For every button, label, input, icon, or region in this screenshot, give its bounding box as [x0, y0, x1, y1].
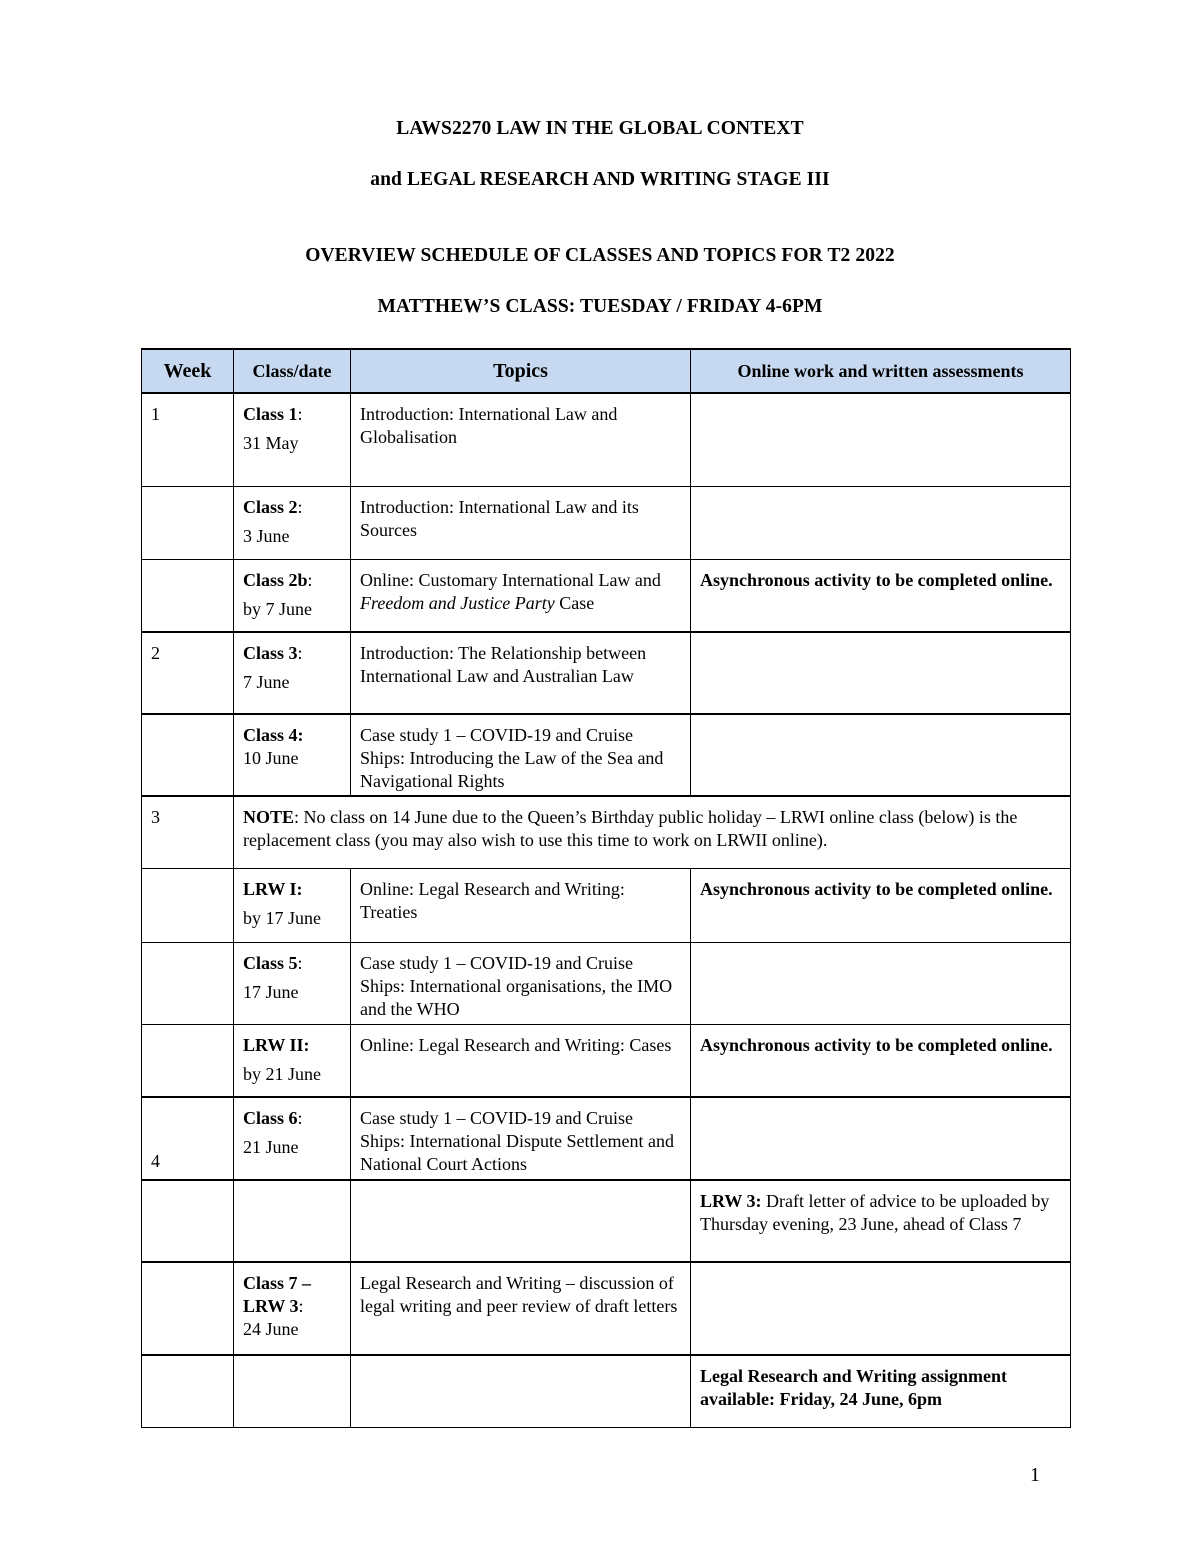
- topic-cell: Case study 1 – COVID-19 and Cruise Ships: International organisations, the IMO and the WHO: [351, 942, 691, 1024]
- class-label: LRW II:: [243, 1034, 310, 1055]
- case-name: Freedom and Justice Party: [360, 592, 555, 613]
- column-header-online-work: Online work and written assessments: [691, 349, 1071, 393]
- class-date-cell: [234, 393, 351, 486]
- topic-cell: [351, 559, 691, 632]
- table-header-row: [142, 349, 1071, 393]
- class-suffix: :: [297, 952, 303, 973]
- week-cell: [142, 868, 234, 942]
- note-text: : No class on 14 June due to the Queen’s Birthday public holiday – LRWI online class (below) is the replacement class (you may also wish to use this time to work on LRWII online).: [243, 807, 1018, 850]
- class-date-cell: [234, 559, 351, 632]
- topic-cell: Legal Research and Writing – discussion of legal writing and peer review of draft letters: [351, 1262, 691, 1355]
- topic-text-end: Case: [554, 592, 595, 613]
- assessment-text: Draft letter of advice to be uploaded by Thursday evening, 23 June, ahead of Class 7: [700, 1191, 1050, 1234]
- class-date-cell: [234, 942, 351, 1024]
- class-date: 7 June: [243, 672, 290, 692]
- column-header-class-date: Class/date: [234, 349, 351, 393]
- class-label: Class 4:: [243, 725, 304, 745]
- table-row: [142, 1097, 1071, 1180]
- class-label: Class 1: [243, 404, 298, 424]
- class-label: Class 2b: [243, 569, 308, 590]
- online-cell: [691, 1097, 1071, 1180]
- class-label: Class 7 – LRW 3: [243, 1273, 312, 1316]
- table-row: [142, 868, 1071, 942]
- table-row-note: [142, 796, 1071, 868]
- topic-cell: Introduction: International Law and its Sources: [351, 486, 691, 559]
- table-row: [142, 393, 1071, 486]
- online-cell: [691, 1180, 1071, 1262]
- class-suffix: :: [297, 1108, 303, 1128]
- online-cell: [691, 393, 1071, 486]
- online-cell: [691, 1262, 1071, 1355]
- online-cell: Legal Research and Writing assignment available: Friday, 24 June, 6pm: [691, 1355, 1071, 1427]
- class-date: by 21 June: [243, 1063, 321, 1084]
- week-cell: 2: [142, 632, 234, 714]
- schedule-table: [141, 348, 1071, 1428]
- class-date: 31 May: [243, 433, 299, 453]
- class-label: Class 3: [243, 643, 298, 663]
- class-date-cell: [234, 632, 351, 714]
- class-time-title: MATTHEW’S CLASS: TUESDAY / FRIDAY 4-6PM: [377, 296, 823, 317]
- class-suffix: :: [297, 496, 303, 517]
- topic-cell: Case study 1 – COVID-19 and Cruise Ships: International Dispute Settlement and National Court Actions: [351, 1097, 691, 1180]
- table-row: [142, 559, 1071, 632]
- class-date: 21 June: [243, 1137, 299, 1157]
- class-date-cell: [234, 1355, 351, 1427]
- class-suffix: :: [297, 404, 303, 424]
- table-row: [142, 1262, 1071, 1355]
- topic-cell: Online: Legal Research and Writing: Treaties: [351, 868, 691, 942]
- class-date: 17 June: [243, 981, 299, 1002]
- topic-cell: [351, 1355, 691, 1427]
- column-header-week: Week: [142, 349, 234, 393]
- topic-cell: Introduction: International Law and Globalisation: [351, 393, 691, 486]
- online-cell: [691, 714, 1071, 796]
- note-cell: [234, 796, 1071, 868]
- class-date: by 17 June: [243, 907, 321, 928]
- topic-text: Online: Customary International Law and: [360, 569, 661, 590]
- class-date-cell: [234, 486, 351, 559]
- column-header-topics: Topics: [351, 349, 691, 393]
- week-cell: [142, 1180, 234, 1262]
- class-date: 24 June: [243, 1319, 299, 1339]
- page-number: 1: [1030, 1464, 1040, 1486]
- week-cell: [142, 714, 234, 796]
- class-date-cell: [234, 1180, 351, 1262]
- table-row: [142, 942, 1071, 1024]
- class-date-cell: [234, 714, 351, 796]
- schedule-title: OVERVIEW SCHEDULE OF CLASSES AND TOPICS FOR T2 2022: [305, 245, 895, 266]
- class-suffix: :: [297, 643, 303, 663]
- topic-cell: Online: Legal Research and Writing: Cases: [351, 1024, 691, 1097]
- table-row: [142, 1180, 1071, 1262]
- class-label: Class 5: [243, 952, 298, 973]
- class-date: 10 June: [243, 748, 299, 768]
- course-subtitle: and LEGAL RESEARCH AND WRITING STAGE III: [370, 169, 830, 190]
- class-date: by 7 June: [243, 598, 312, 619]
- online-cell: Asynchronous activity to be completed online.: [691, 868, 1071, 942]
- topic-cell: Case study 1 – COVID-19 and Cruise Ships: Introducing the Law of the Sea and Navigational Rights: [351, 714, 691, 796]
- table-row: [142, 714, 1071, 796]
- week-cell: 4: [142, 1097, 234, 1180]
- week-cell: [142, 942, 234, 1024]
- class-suffix: :: [298, 1296, 304, 1316]
- week-cell: 1: [142, 393, 234, 486]
- topic-cell: Introduction: The Relationship between International Law and Australian Law: [351, 632, 691, 714]
- online-cell: [691, 632, 1071, 714]
- note-label: NOTE: [243, 807, 295, 827]
- table-row: [142, 1024, 1071, 1097]
- table-row: [142, 486, 1071, 559]
- week-cell: 3: [142, 796, 234, 868]
- online-cell: [691, 942, 1071, 1024]
- assessment-label: LRW 3:: [700, 1191, 762, 1211]
- week-cell: [142, 486, 234, 559]
- table-row: [142, 632, 1071, 714]
- topic-cell: [351, 1180, 691, 1262]
- class-date-cell: [234, 868, 351, 942]
- course-title: LAWS2270 LAW IN THE GLOBAL CONTEXT: [396, 118, 804, 139]
- class-date: 3 June: [243, 525, 290, 546]
- class-date-cell: [234, 1262, 351, 1355]
- class-date-cell: [234, 1097, 351, 1180]
- week-cell: [142, 559, 234, 632]
- week-cell: [142, 1024, 234, 1097]
- online-cell: Asynchronous activity to be completed online.: [691, 559, 1071, 632]
- table-row: [142, 1355, 1071, 1427]
- class-label: Class 2: [243, 496, 298, 517]
- online-cell: [691, 486, 1071, 559]
- online-cell: Asynchronous activity to be completed online.: [691, 1024, 1071, 1097]
- class-label: LRW I:: [243, 878, 303, 899]
- class-label: Class 6: [243, 1108, 298, 1128]
- week-cell: [142, 1262, 234, 1355]
- class-date-cell: [234, 1024, 351, 1097]
- class-suffix: :: [307, 569, 313, 590]
- week-cell: [142, 1355, 234, 1427]
